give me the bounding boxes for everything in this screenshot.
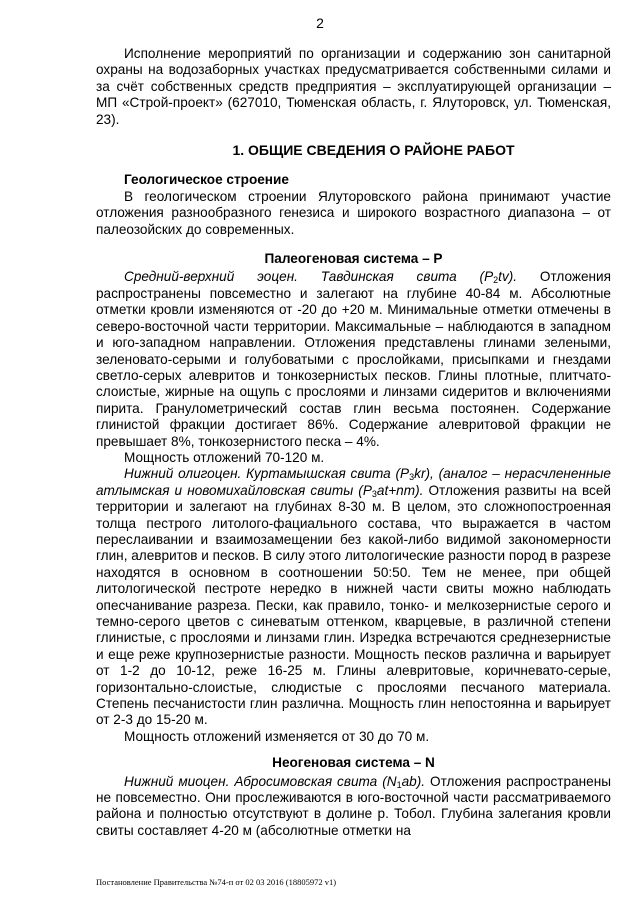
tavda-text: Отложения распространены повсеместно и залегают на глубине 40-84 м. Абсолютные отметки кровли изменяются от -20 до +20 м. Минимальные отметки отмечены в северо-восточной части территории. Максимальные – наблюдаются в западном и юго-западном направлении. Отложения представлены глинами зелеными, зеленовато-серыми и голубоватыми с прослойками, присыпками и гнездами светло-серых алевритов и тонкозернистых песков. Глины плотные, плитчато-слоистые, жирные на ощупь с прослоями и линзами сидеритов и включениями пирита. Гранулометрический состав глин весьма постоянен. Содержание глинистой фракции достигает 86%. Содержание алевритовой фракции не превышает 8%, тонкозернистого песка – 4%.: [96, 269, 611, 449]
kurtamysh-thickness: Мощность отложений изменяется от 30 до 70 м.: [124, 728, 430, 744]
neogene-heading: Неогеновая система – N: [272, 755, 435, 771]
geology-paragraph: В геологическом строении Ялуторовского района принимают участие отложения разнообразного генезиса и широкого возрастного диапазона – от палеозойских до современных.: [96, 188, 611, 237]
tavda-italic-tail: tv).: [498, 269, 518, 285]
tavda-paragraph: [96, 269, 611, 449]
tavda-subscript: 2: [493, 275, 499, 286]
abrosimovka-subscript: 1: [396, 779, 402, 790]
abrosimovka-italic-tail: ab).: [401, 773, 426, 789]
kurtamysh-subscript-2: 3: [371, 488, 377, 499]
geology-heading: Геологическое строение: [124, 172, 289, 188]
abrosimovka-italic-lead: Нижний миоцен. Абросимовская свита (N: [124, 773, 397, 789]
kurtamysh-italic-mid: kr), (аналог – нерасчлененные атлымская и новомихайловская свиты (P: [96, 466, 611, 498]
paleogene-heading: Палеогеновая система – P: [264, 251, 443, 267]
abrosimovka-text: Отложения распространены не повсеместно. Они прослеживаются в юго-восточной части рассматриваемого района и полностью отсутствуют в долине р. Тобол. Глубина залегания кровли свиты составляет 4-20 м (абсолютные отметки на: [96, 773, 611, 838]
tavda-thickness: Мощность отложений 70-120 м.: [124, 449, 325, 465]
page-number: 2: [316, 15, 324, 31]
kurtamysh-subscript-1: 3: [409, 472, 415, 483]
tavda-italic-lead: Средний-верхний эоцен. Тавдинская свита (P: [124, 269, 494, 285]
document-body: [96, 46, 611, 839]
kurtamysh-paragraph: [96, 466, 611, 729]
abrosimovka-paragraph: [96, 774, 611, 840]
kurtamysh-text: Отложения развиты на всей территории и залегают на глубинах 8-30 м. В целом, это сложнопостроенная толща пестрого литолого-фациального состава, что выражается в частом переслаивании и взаимозамещении без какой-либо видимой закономерности глин, алевритов и песков. В силу этого литологические разности пород в разрезе находятся в основном в соотношении 50:50. Тем не менее, при общей литологической пестроте нередко в нижней части свиты можно наблюдать опесчанивание разреза. Пески, как правило, тонко- и мелкозернистые серого и темно-серого цветов с синеватым оттенком, кварцевые, в различной степени глинистые, с прослоями и линзами глин. Изредка встречаются среднезернистые и еще реже крупнозернистые разности. Мощность песков различна и варьирует от 1-2 до 10-12, реже 16-25 м. Глины алевритовые, коричневато-серые, горизонтально-слоистые, слюдистые с прослоями песчаного материала. Степень песчанистости глин различна. Мощность глин непостоянна и варьирует от 2-3 до 15-20 м.: [96, 482, 611, 728]
kurtamysh-italic-lead: Нижний олигоцен. Куртамышская свита (P: [124, 466, 410, 482]
footer-note: Постановление Правительства №74-п от 02 03 2016 (18805972 v1): [96, 877, 337, 887]
kurtamysh-italic-tail: at+nm).: [376, 482, 424, 498]
intro-paragraph: Исполнение мероприятий по организации и содержанию зон санитарной охраны на водозаборных участках предусматривается собственными силами и за счёт собственных средств предприятия – эксплуатирующей организации – МП «Строй-проект» (627010, Тюменская область, г. Ялуторовск, ул. Тюменская, 23).: [96, 46, 611, 127]
section-title: 1. ОБЩИЕ СВЕДЕНИЯ О РАЙОНЕ РАБОТ: [232, 142, 515, 159]
